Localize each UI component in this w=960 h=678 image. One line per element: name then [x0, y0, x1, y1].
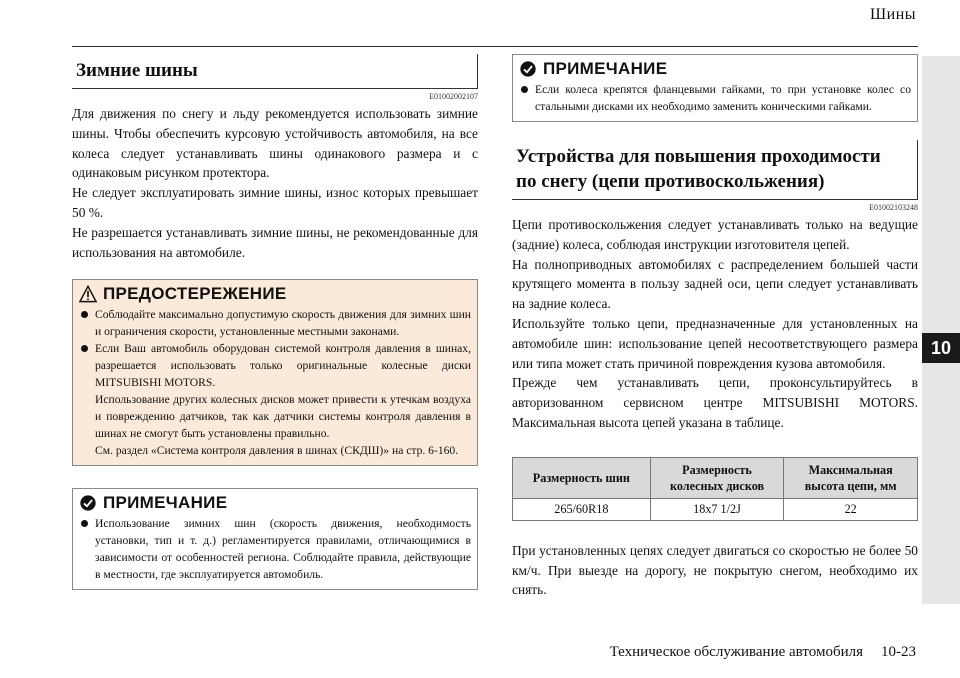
footer-text: Техническое обслуживание автомобиля	[609, 644, 863, 660]
list-item-text: Использование зимних шин (скорость движения, необходимость установки, тип и т. д.) регламентируется правилами, отличающимися в зависимости от особенностей региона. Соблюдайте правила, действующие в местности, где эксплуатируется автомобиль.	[95, 517, 471, 582]
section-code: E01002002107	[429, 92, 478, 101]
list-item-text: Если колеса крепятся фланцевыми гайками, то при установке колес со стальными дисками их необходимо заменить коническими гайками.	[535, 83, 911, 113]
section-title-line: Устройства для повышения проходимости	[516, 146, 881, 167]
list-item-continuation: См. раздел «Система контроля давления в шинах (СКДШ)» на стр. 6-160.	[95, 444, 459, 458]
right-column	[512, 54, 918, 600]
note-title: ПРИМЕЧАНИЕ	[543, 59, 668, 78]
note-title: ПРИМЕЧАНИЕ	[103, 493, 228, 513]
check-note-icon	[519, 60, 537, 78]
chapter-tab	[922, 56, 960, 604]
list-item-continuation: Использование других колесных дисков может привести к утечкам воздуха и повреждению датчиков, так как датчики системы контроля давления в шинах не смогут быть установлены правильно.	[95, 393, 471, 441]
bullet	[81, 306, 95, 340]
bullet	[81, 340, 95, 391]
list-item-text: Если Ваш автомобиль оборудован системой контроля давления в шинах, разрешается использовать только оригинальные колесные диски MITSUBISHI MOTORS.	[95, 342, 471, 390]
list-item-text: Соблюдайте максимально допустимую скорость движения для зимних шин и ограничения скорости, установленные местными законами.	[95, 308, 471, 339]
table-cell: 22	[784, 498, 918, 520]
list-item	[513, 81, 917, 115]
paragraph: Прежде чем устанавливать цепи, проконсультируйтесь в авторизованном сервисном центре MITSUBISHI MOTORS. Максимальная высота цепей указана в таблице.	[512, 375, 918, 430]
chains-table	[512, 457, 918, 521]
note-box	[512, 54, 918, 122]
list-item	[73, 306, 477, 340]
table-cell: 265/60R18	[513, 498, 651, 520]
note-heading	[73, 489, 477, 515]
chapter-number: 10	[922, 333, 960, 363]
paragraph: Для движения по снегу и льду рекомендуется использовать зимние шины. Чтобы обеспечить курсовую устойчивость автомобиля, на все колеса следует устанавливать шины одинакового размера и с одинаковым рисунком протектора.	[72, 106, 478, 181]
paragraph: Цепи противоскольжения следует устанавливать только на ведущие (задние) колеса, соблюдая инструкции изготовителя цепей.	[512, 217, 918, 252]
note-box	[72, 488, 478, 590]
list-item	[73, 515, 477, 583]
warning-title: ПРЕДОСТЕРЕЖЕНИЕ	[103, 284, 287, 304]
paragraph: Не разрешается устанавливать зимние шины, не рекомендованные для использования на автомобиле.	[72, 224, 478, 260]
paragraph: На полноприводных автомобилях с распределением большей части крутящего момента в пользу задней оси, цепи следует устанавливать на задние колеса.	[512, 256, 918, 312]
table-header: Размерность колесных дисков	[650, 457, 784, 498]
bullet	[521, 81, 535, 115]
table-header-row	[513, 457, 918, 498]
check-note-icon	[79, 494, 97, 512]
page-header-title: Шины	[869, 6, 916, 23]
page-number: 10-23	[881, 644, 916, 660]
section-title-winter-tires: Зимние шины	[72, 54, 478, 89]
bullet	[81, 515, 95, 583]
warning-triangle-icon	[79, 285, 97, 303]
table-cell: 18x7 1/2J	[650, 498, 784, 520]
page-footer	[610, 644, 916, 661]
section-title-snow-chains	[512, 140, 918, 200]
warning-heading	[73, 280, 477, 306]
warning-box	[72, 279, 478, 466]
paragraph: Не следует эксплуатировать зимние шины, износ которых превышает 50 %.	[72, 185, 478, 220]
table-header: Размерность шин	[513, 457, 651, 498]
table-header: Максимальная высота цепи, мм	[784, 457, 918, 498]
note-heading	[513, 55, 917, 81]
table-row	[513, 498, 918, 520]
section-code: E01002103248	[869, 203, 918, 212]
section-title-line: по снегу (цепи противоскольжения)	[516, 171, 825, 192]
header-rule	[72, 46, 918, 47]
paragraph-closing: При установленных цепях следует двигаться со скоростью не более 50 км/ч. При выезде на дорогу, не покрытую снегом, необходимо их снять.	[512, 542, 918, 598]
list-item	[73, 340, 477, 391]
paragraph: Используйте только цепи, предназначенные для установленных на автомобиле шин: использование цепей несоответствующего размера или типа может стать причиной повреждения кузова автомобиля.	[512, 315, 918, 371]
left-column	[72, 54, 478, 590]
